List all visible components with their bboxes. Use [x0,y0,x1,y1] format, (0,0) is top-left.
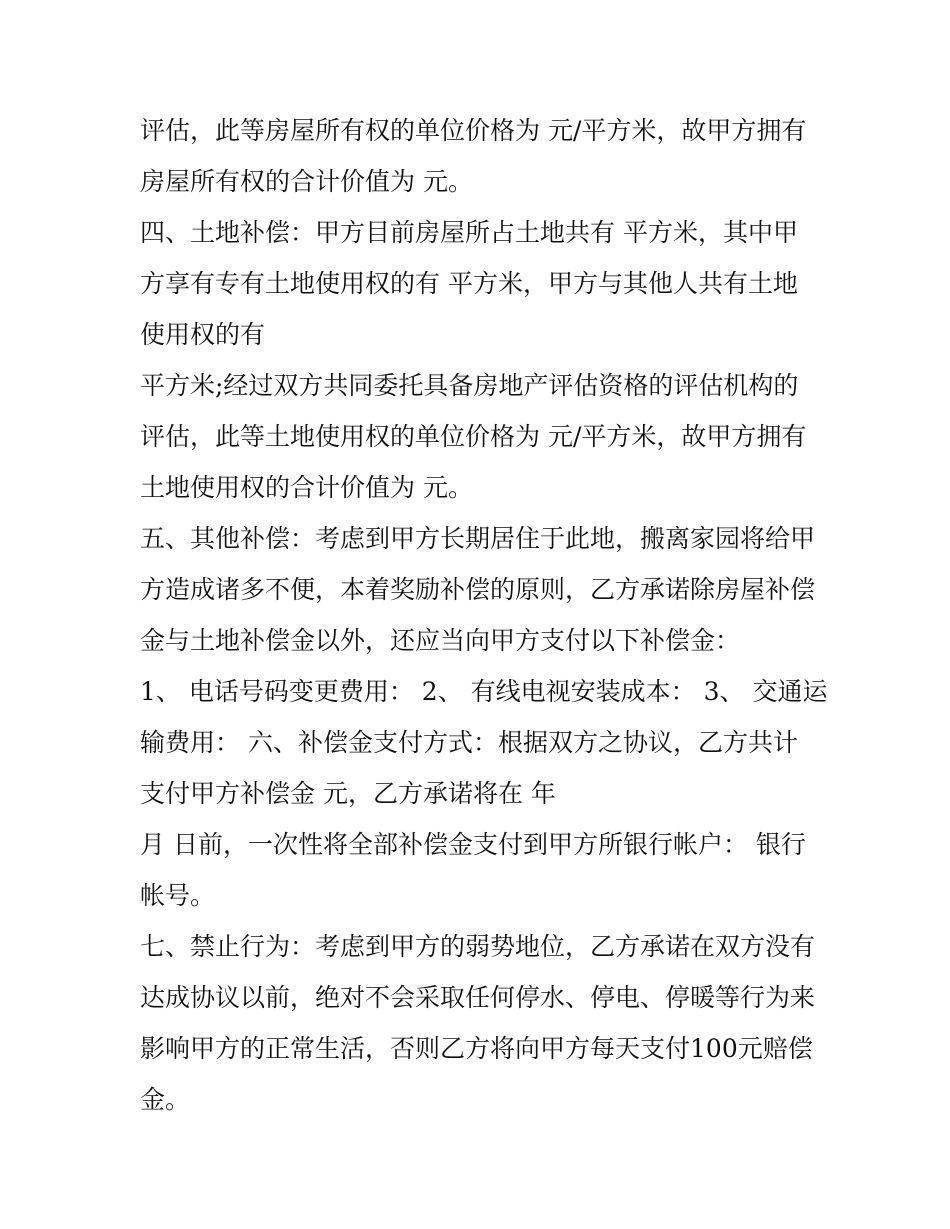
text-line: 方造成诸多不便，本着奖励补偿的原则，乙方承诺除房屋补偿 [140,575,816,604]
text-line: 七、禁止行为：考虑到甲方的弱势地位，乙方承诺在双方没有 [140,932,816,961]
text-line: 使用权的有 [140,320,266,349]
text-line: 土地使用权的合计价值为 元。 [140,473,473,502]
text-line: 评估，此等房屋所有权的单位价格为 元/平方米，故甲方拥有 [140,116,807,145]
text-line: 金。 [140,1085,191,1114]
text-line: 房屋所有权的合计价值为 元。 [140,167,473,196]
text-line: 评估，此等土地使用权的单位价格为 元/平方米，故甲方拥有 [140,422,807,451]
text-line: 1、 电话号码变更费用： 2、 有线电视安装成本： 3、 交通运 [140,677,828,706]
text-line: 月 日前，一次性将全部补偿金支付到甲方所银行帐户： 银行 [140,830,806,859]
text-line: 五、其他补偿：考虑到甲方长期居住于此地，搬离家园将给甲 [140,524,816,553]
document-body [140,105,828,1125]
text-line: 方享有专有土地使用权的有 平方米，甲方与其他人共有土地 [140,269,798,298]
text-line: 支付甲方补偿金 元，乙方承诺将在 年 [140,779,556,808]
text-line: 输费用： 六、补偿金支付方式：根据双方之协议，乙方共计 [140,728,798,757]
text-line: 平方米;经过双方共同委托具备房地产评估资格的评估机构的 [140,371,799,400]
text-line: 金与土地补偿金以外，还应当向甲方支付以下补偿金： [140,626,741,655]
text-line: 四、土地补偿：甲方目前房屋所占土地共有 平方米，其中甲 [140,218,798,247]
text-line: 达成协议以前，绝对不会采取任何停水、停电、停暖等行为来 [140,983,816,1012]
text-line: 影响甲方的正常生活，否则乙方将向甲方每天支付100元赔偿 [140,1034,813,1063]
text-line: 帐号。 [140,881,216,910]
